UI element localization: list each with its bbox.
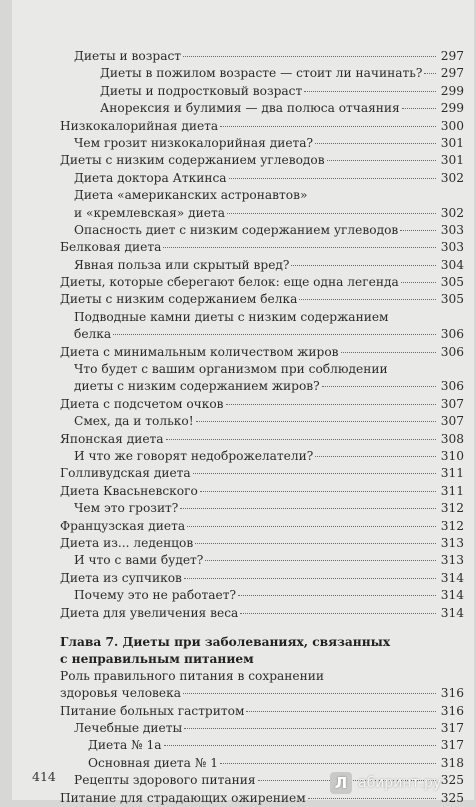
toc-entry-title: здоровья человека xyxy=(60,686,181,701)
toc-entry-title: Рецепты здорового питания xyxy=(74,773,256,788)
toc-entry-title: Японская диета xyxy=(60,431,164,446)
toc-entry-title: Диеты и возраст xyxy=(74,49,182,63)
toc-entry-title: Лечебные диеты xyxy=(74,721,183,736)
toc-entry xyxy=(12,448,474,465)
toc-entry xyxy=(12,170,474,187)
toc-entry-page: 312 xyxy=(440,501,464,516)
toc-entry-title: Голливудская диета xyxy=(60,466,191,481)
toc-entry-title: Низкокалорийная диета xyxy=(60,118,219,133)
toc-entry-title: Диета с минимальным количеством жиров xyxy=(60,344,339,359)
toc-entry xyxy=(12,274,474,291)
toc-entry-title: Белковая диета xyxy=(60,240,162,255)
dot-leader xyxy=(400,230,436,231)
dot-leader xyxy=(166,439,436,440)
toc-entry-title: Основная диета № 1 xyxy=(88,755,218,770)
toc-entry-page: 305 xyxy=(440,275,464,290)
toc-entry-page: 305 xyxy=(440,292,464,307)
toc-entry xyxy=(12,291,474,308)
toc-entry-title: Явная польза или скрытый вред? xyxy=(74,257,290,272)
toc-entry-page: 316 xyxy=(440,686,464,701)
toc-entry xyxy=(12,535,474,552)
dot-leader xyxy=(229,178,436,179)
toc-entry-page: 317 xyxy=(440,721,464,736)
toc-entry-title: И что с вами будет? xyxy=(74,553,204,568)
toc-entry-page: 314 xyxy=(440,570,464,585)
toc-entry xyxy=(12,222,474,239)
toc-entry xyxy=(12,187,474,204)
toc-entry xyxy=(12,483,474,500)
toc-entry-title: Почему это не работает? xyxy=(74,588,236,603)
toc-entry xyxy=(12,587,474,604)
toc-entry xyxy=(12,135,474,152)
toc-entry-title: Питание для страдающих ожирением xyxy=(60,790,306,805)
toc-entry-title: Опасность диет с низким содержанием углеводов xyxy=(74,222,399,237)
toc-entry-title: Чем грозит низкокалорийная диета? xyxy=(74,135,314,150)
toc-entry-title: Диета Квасьневского xyxy=(60,483,198,498)
dot-leader xyxy=(246,711,436,712)
toc-entry xyxy=(12,431,474,448)
dot-leader xyxy=(424,73,436,74)
toc-entry-page: 297 xyxy=(440,66,464,81)
dot-leader xyxy=(227,213,436,214)
toc-entry-title: Смех, да и только! xyxy=(74,414,194,429)
chapter-title-line-2: с неправильным питанием xyxy=(60,651,254,666)
dot-leader xyxy=(195,543,436,544)
dot-leader xyxy=(304,91,436,92)
toc-entry-page: 300 xyxy=(440,118,464,133)
dot-leader xyxy=(315,143,436,144)
toc-entry xyxy=(12,720,474,737)
toc-entry-page: 313 xyxy=(440,535,464,550)
watermark xyxy=(330,768,476,798)
toc-entry-page: 307 xyxy=(440,414,464,429)
toc-entry-title: Диета доктора Аткинса xyxy=(74,170,227,185)
dot-leader xyxy=(401,282,436,283)
dot-leader xyxy=(315,456,436,457)
toc-entry-page: 325 xyxy=(440,773,464,788)
dot-leader xyxy=(183,56,436,57)
table-of-contents xyxy=(12,48,474,807)
dot-leader xyxy=(291,265,436,266)
toc-entry-page: 313 xyxy=(440,553,464,568)
toc-entry-page: 312 xyxy=(440,518,464,533)
toc-entry xyxy=(12,552,474,569)
toc-entry-page: 297 xyxy=(440,49,464,63)
toc-entry xyxy=(12,413,474,430)
toc-entry xyxy=(12,205,474,222)
toc-entry xyxy=(12,65,474,82)
toc-entry-page: 304 xyxy=(440,257,464,272)
dot-leader xyxy=(183,693,436,694)
toc-list xyxy=(12,48,474,622)
toc-entry-title: Диета с подсчетом очков xyxy=(60,396,224,411)
toc-entry xyxy=(12,100,474,117)
chapter-heading xyxy=(12,634,474,668)
toc-entry-page: 314 xyxy=(440,605,464,620)
toc-entry-title: Диеты и подростковый возраст xyxy=(100,83,303,98)
dot-leader xyxy=(164,745,436,746)
toc-entry xyxy=(12,152,474,169)
toc-entry-title: И что же говорят недоброжелатели? xyxy=(74,448,314,463)
toc-entry xyxy=(12,48,474,65)
toc-entry-page: 325 xyxy=(440,790,464,805)
toc-entry-page: 311 xyxy=(440,466,464,481)
toc-entry-page: 299 xyxy=(440,101,464,116)
toc-entry-page: 306 xyxy=(440,379,464,394)
dot-leader xyxy=(240,613,436,614)
dot-leader xyxy=(238,595,436,596)
toc-entry-title: диеты с низким содержанием жиров? xyxy=(74,379,320,394)
toc-entry-page: 306 xyxy=(440,344,464,359)
toc-entry-page: 302 xyxy=(440,170,464,185)
dot-leader xyxy=(200,491,436,492)
dot-leader xyxy=(184,578,436,579)
toc-entry-title: Диета «американских астронавтов» xyxy=(74,188,308,203)
labirint-logo-icon: Л xyxy=(330,772,352,794)
toc-entry-page: 303 xyxy=(440,240,464,255)
dot-leader xyxy=(341,352,436,353)
dot-leader xyxy=(327,160,436,161)
toc-entry-page: 308 xyxy=(440,431,464,446)
toc-entry-title: белка xyxy=(74,327,112,342)
dot-leader xyxy=(220,763,436,764)
toc-entry-page: 310 xyxy=(440,448,464,463)
toc-entry-title: Что будет с вашим организмом при соблюдении xyxy=(74,362,388,377)
toc-entry-title: Диеты в пожилом возрасте — стоит ли начинать? xyxy=(100,66,423,81)
toc-entry xyxy=(12,668,474,685)
dot-leader xyxy=(184,728,436,729)
toc-entry xyxy=(12,344,474,361)
toc-entry xyxy=(12,500,474,517)
toc-entry-title: Диеты, которые сберегают белок: еще одна легенда xyxy=(60,275,399,290)
dot-leader xyxy=(196,421,436,422)
page-number: 414 xyxy=(32,769,56,784)
toc-entry-page: 302 xyxy=(440,205,464,220)
toc-entry-title: Диеты с низким содержанием белка xyxy=(60,292,298,307)
toc-entry-page: 301 xyxy=(440,135,464,150)
dot-leader xyxy=(226,404,436,405)
toc-entry-page: 307 xyxy=(440,396,464,411)
toc-entry-page: 317 xyxy=(440,738,464,753)
toc-entry xyxy=(12,257,474,274)
toc-entry xyxy=(12,326,474,343)
dot-leader xyxy=(187,526,436,527)
toc-entry-page: 311 xyxy=(440,483,464,498)
dot-leader xyxy=(299,299,436,300)
toc-entry-title: Чем это грозит? xyxy=(74,501,179,516)
toc-entry xyxy=(12,570,474,587)
toc-entry-title: Подводные камни диеты с низким содержанием xyxy=(74,309,389,324)
dot-leader xyxy=(402,108,436,109)
toc-entry-title: Анорексия и булимия — два полюса отчаяния xyxy=(100,101,400,116)
toc-entry-page: 303 xyxy=(440,222,464,237)
toc-entry-title: Роль правильного питания в сохранении xyxy=(60,668,325,683)
dot-leader xyxy=(193,473,436,474)
toc-entry xyxy=(12,309,474,326)
toc-entry xyxy=(12,737,474,754)
toc-entry-page: 306 xyxy=(440,327,464,342)
toc-entry-title: и «кремлевская» диета xyxy=(74,205,225,220)
toc-entry-title: Диета № 1а xyxy=(88,738,162,753)
toc-entry-page: 314 xyxy=(440,588,464,603)
dot-leader xyxy=(322,386,436,387)
toc-entry-page: 318 xyxy=(440,755,464,770)
watermark-text: абиринт.ру xyxy=(358,775,442,791)
toc-entry-title: Диета из... леденцов xyxy=(60,535,194,550)
toc-entry xyxy=(12,685,474,702)
toc-entry xyxy=(12,118,474,135)
toc-entry xyxy=(12,465,474,482)
toc-entry xyxy=(12,239,474,256)
toc-entry-title: Французская диета xyxy=(60,518,186,533)
toc-entry-page: 301 xyxy=(440,153,464,168)
toc-entry xyxy=(12,83,474,100)
dot-leader xyxy=(220,126,436,127)
chapter-title-line-1: Глава 7. Диеты при заболеваниях, связанных xyxy=(60,634,391,649)
toc-entry-title: Диета из супчиков xyxy=(60,570,182,585)
toc-entry xyxy=(12,518,474,535)
toc-entry-page: 316 xyxy=(440,703,464,718)
book-page xyxy=(12,0,474,805)
toc-entry xyxy=(12,703,474,720)
toc-entry xyxy=(12,378,474,395)
dot-leader xyxy=(163,247,436,248)
toc-entry xyxy=(12,361,474,378)
toc-entry-page: 299 xyxy=(440,83,464,98)
toc-entry-title: Диета для увеличения веса xyxy=(60,605,239,620)
toc-entry xyxy=(12,605,474,622)
dot-leader xyxy=(113,334,436,335)
dot-leader xyxy=(205,560,436,561)
toc-entry xyxy=(12,396,474,413)
toc-entry-title: Питание больных гастритом xyxy=(60,703,245,718)
toc-entry-title: Диеты с низким содержанием углеводов xyxy=(60,153,325,168)
dot-leader xyxy=(180,508,436,509)
